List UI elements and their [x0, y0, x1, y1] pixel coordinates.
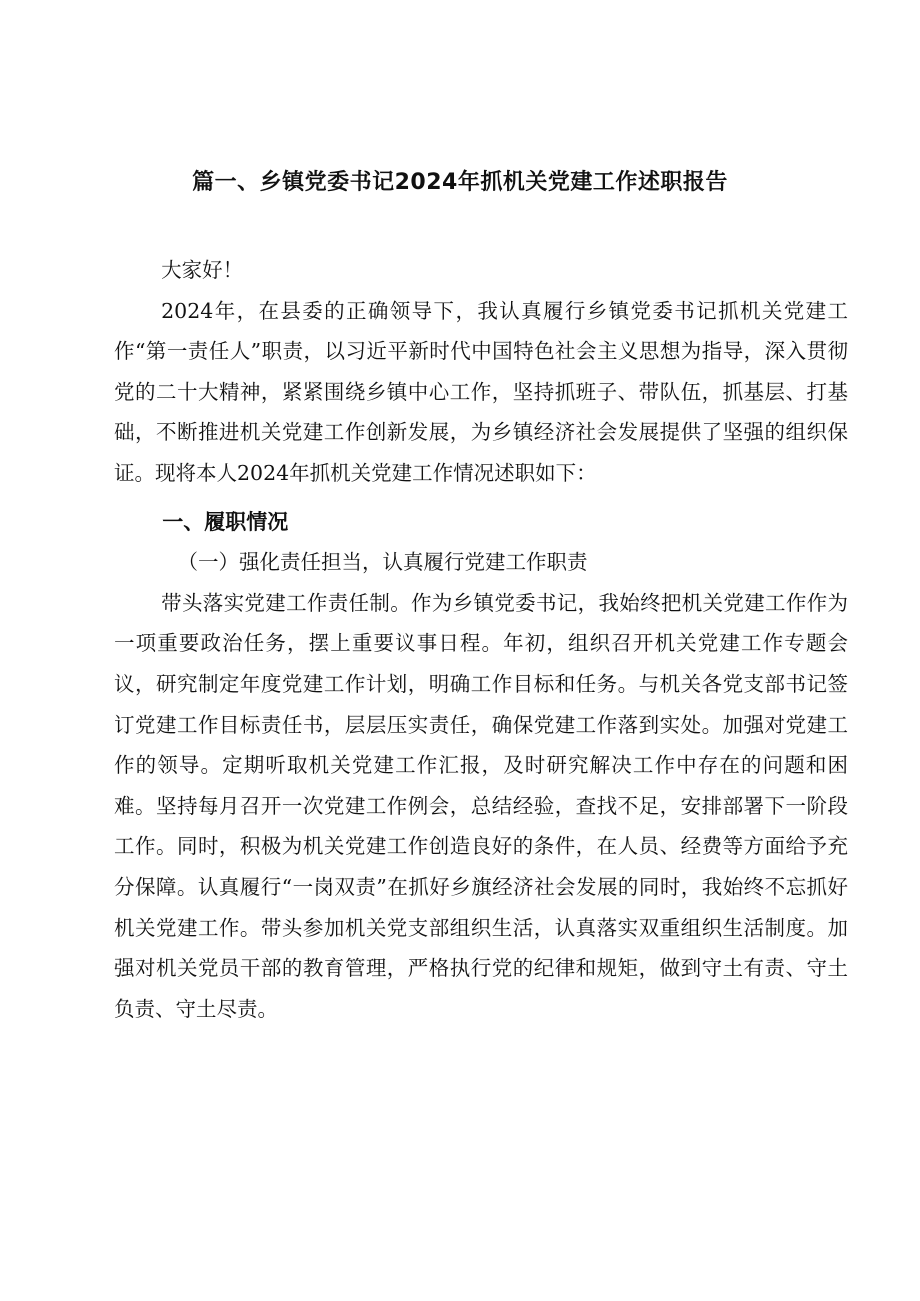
section-heading: 一、履职情况 [162, 509, 289, 534]
document-body [114, 250, 848, 1029]
subsection-heading: （一）强化责任担当，认真履行党建工作职责 [177, 550, 588, 575]
intro-paragraph: 2024年，在县委的正确领导下，我认真履行乡镇党委书记抓机关党建工作“第一责任人”职责，以习近平新时代中国特色社会主义思想为指导，深入贯彻党的二十大精神，紧紧围绕乡镇中心工作，坚持抓班子、带队伍，抓基层、打基础，不断推进机关党建工作创新发展，为乡镇经济社会发展提供了坚强的组织保证。现将本人2024年抓机关党建工作情况述职如下： [114, 298, 848, 485]
document-title: 篇一、乡镇党委书记2024年抓机关党建工作述职报告 [192, 170, 728, 195]
greeting-paragraph: 大家好！ [161, 258, 244, 282]
body-paragraph: 带头落实党建工作责任制。作为乡镇党委书记，我始终把机关党建工作作为一项重要政治任务，摆上重要议事日程。年初，组织召开机关党建工作专题会议，研究制定年度党建工作计划，明确工作目标和任务。与机关各党支部书记签订党建工作目标责任书，层层压实责任，确保党建工作落到实处。加强对党建工作的领导。定期听取机关党建工作汇报，及时研究解决工作中存在的问题和困难。坚持每月召开一次党建工作例会，总结经验，查找不足，安排部署下一阶段工作。同时，积极为机关党建工作创造良好的条件，在人员、经费等方面给予充分保障。认真履行“一岗双责”在抓好乡旗经济社会发展的同时，我始终不忘抓好机关党建工作。带头参加机关党支部组织生活，认真落实双重组织生活制度。加强对机关党员干部的教育管理，严格执行党的纪律和规矩，做到守土有责、守土负责、守土尽责。 [114, 590, 848, 1021]
